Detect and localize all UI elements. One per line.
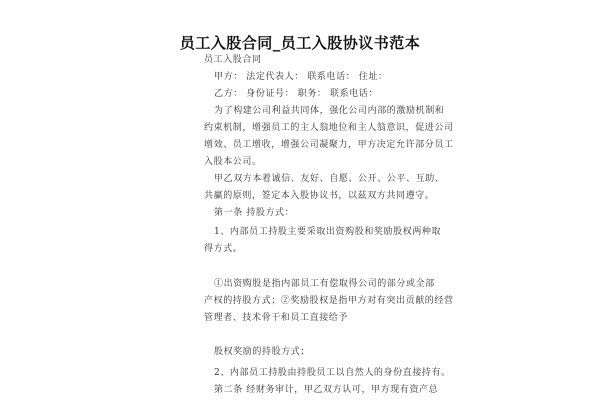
doc-line-para1-3: 增效、员工增收，增强公司凝聚力，甲方决定允许部分员工: [204, 140, 454, 150]
doc-line-para2-1: 甲乙双方本着诚信、友好、自愿、公开、公平、互助、: [214, 174, 445, 184]
document-title: 员工入股合同_员工入股协议书范本: [179, 34, 421, 52]
doc-line-item1a-3: 管理者、技术骨干和员工直接给予: [204, 313, 349, 323]
doc-line-party-a: 甲方： 法定代表人： 联系电话： 住址：: [214, 72, 388, 82]
doc-line-para1-2: 约束机制，增强员工的主人翁地位和主人翁意识，促进公司: [204, 123, 454, 133]
doc-line-item1-1: 1、内部员工持股主要采取出资购股和奖励股权两种取: [214, 227, 442, 237]
doc-line-heading: 员工入股合同: [204, 55, 262, 65]
doc-line-item1a-1: ①出资购股是指内部员工有偿取得公司的部分或全部: [214, 279, 435, 289]
doc-line-para1-1: 为了构建公司利益共同体，强化公司内部的激励机制和: [214, 106, 445, 116]
doc-line-article1: 第一条 持股方式：: [214, 208, 295, 218]
doc-line-item2: 2、内部员工持股由持股员工以自然人的身份直接持有。: [214, 368, 451, 378]
doc-line-party-b: 乙方： 身份证号： 职务： 联系电话：: [214, 89, 378, 99]
doc-line-item1a-4: 股权奖励的持股方式；: [214, 347, 311, 357]
doc-line-item1a-2: 产权的持股方式；②奖励股权是指甲方对有突出贡献的经营: [204, 296, 454, 306]
doc-line-article2: 第二条 经财务审计，甲乙双方认可，甲方现有资产总: [214, 385, 439, 395]
doc-line-para2-2: 共赢的原则，签定本入股协议书，以兹双方共同遵守。: [204, 191, 435, 201]
doc-line-item1-2: 得方式。: [204, 244, 243, 254]
doc-line-para1-4: 入股本公司。: [204, 157, 262, 167]
